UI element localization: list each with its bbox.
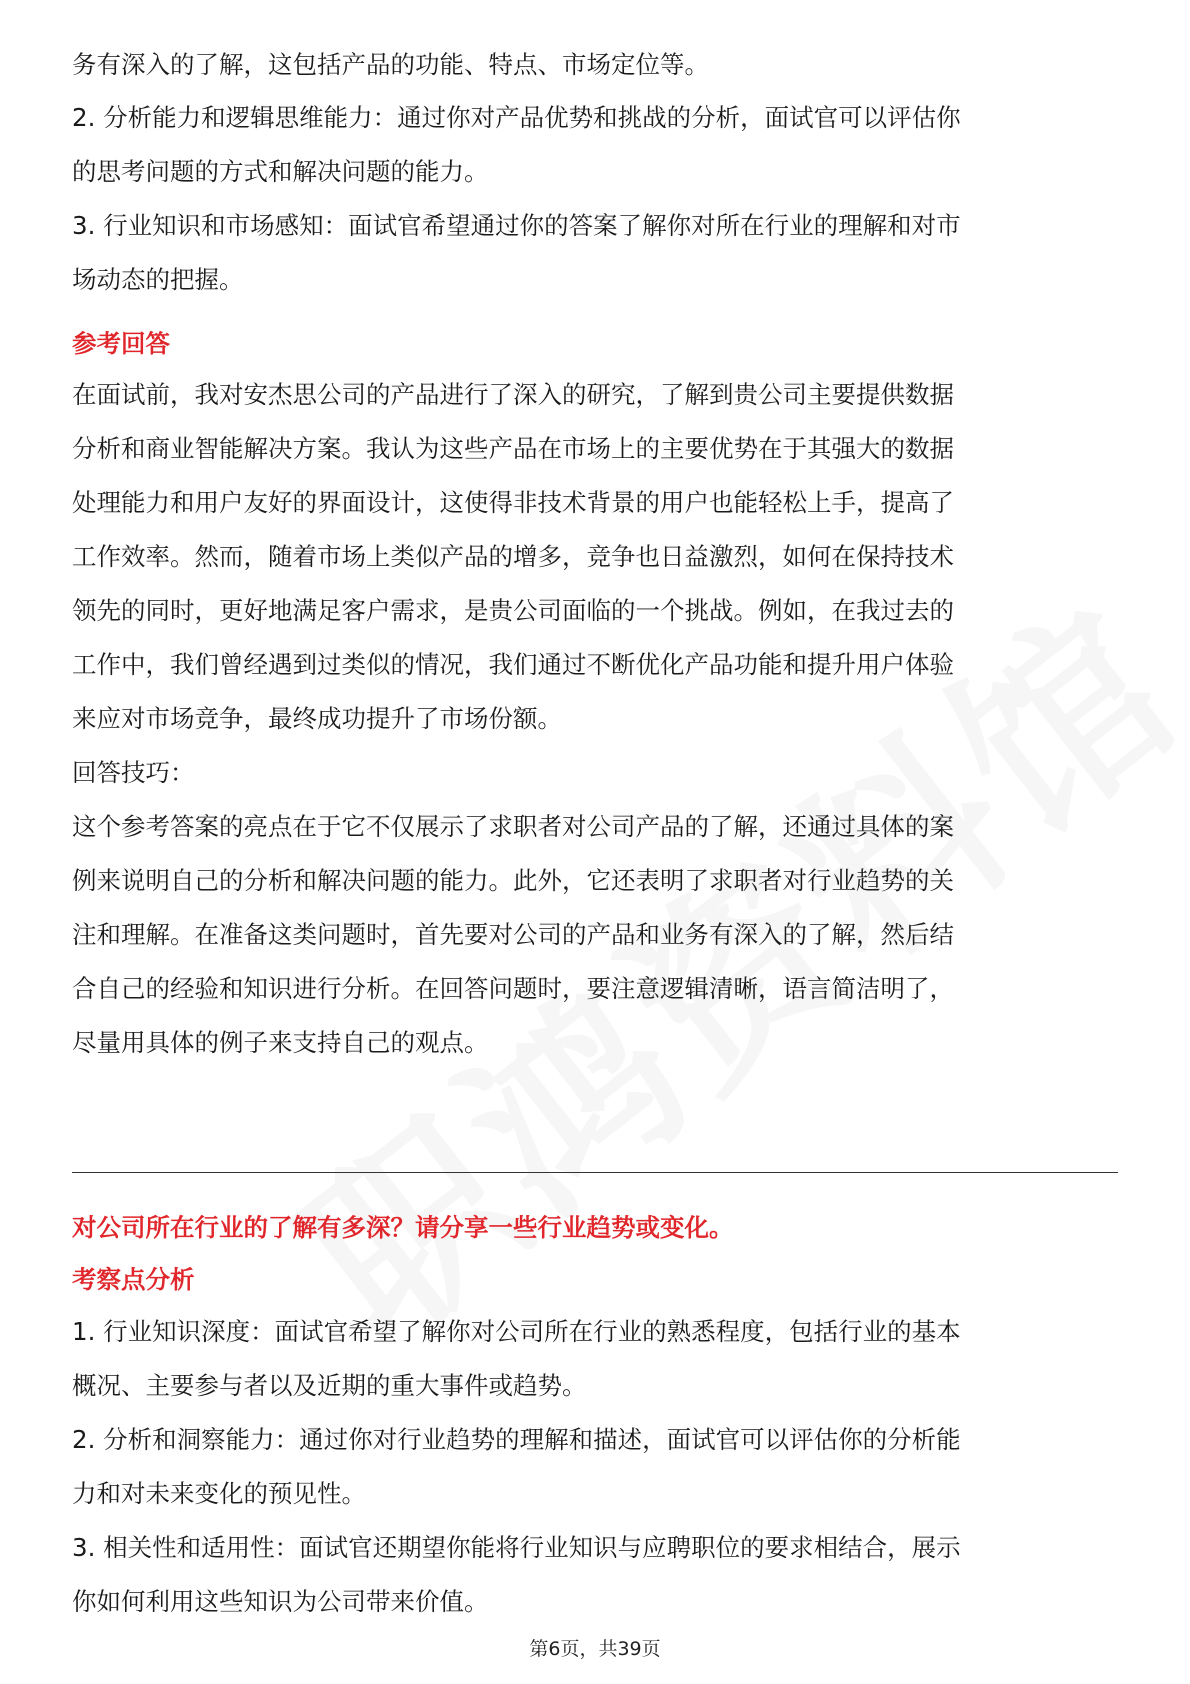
body-line: 3. 行业知识和市场感知：面试官希望通过你的答案了解你对所在行业的理解和对市 [72,211,961,240]
tips-line: 尽量用具体的例子来支持自己的观点。 [72,1028,489,1057]
answer-line: 处理能力和用户友好的界面设计，这使得非技术背景的用户也能轻松上手，提高了 [72,488,954,517]
analysis-line: 1. 行业知识深度：面试官希望了解你对公司所在行业的熟悉程度，包括行业的基本 [72,1317,961,1346]
analysis-line: 2. 分析和洞察能力：通过你对行业趋势的理解和描述，面试官可以评估你的分析能 [72,1425,961,1454]
body-line: 场动态的把握。 [72,265,244,294]
analysis-line: 3. 相关性和适用性：面试官还期望你能将行业知识与应聘职位的要求相结合，展示 [72,1533,961,1562]
answer-line: 领先的同时，更好地满足客户需求，是贵公司面临的一个挑战。例如，在我过去的 [72,596,954,625]
tips-line: 这个参考答案的亮点在于它不仅展示了求职者对公司产品的了解，还通过具体的案 [72,812,954,841]
tips-line: 合自己的经验和知识进行分析。在回答问题时，要注意逻辑清晰，语言简洁明了， [72,974,954,1003]
tips-line: 注和理解。在准备这类问题时，首先要对公司的产品和业务有深入的了解，然后结 [72,920,954,949]
answer-line: 分析和商业智能解决方案。我认为这些产品在市场上的主要优势在于其强大的数据 [72,434,954,463]
body-line: 务有深入的了解，这包括产品的功能、特点、市场定位等。 [72,50,709,79]
analysis-line: 概况、主要参与者以及近期的重大事件或趋势。 [72,1371,587,1400]
analysis-line: 你如何利用这些知识为公司带来价值。 [72,1587,489,1616]
answer-line: 来应对市场竞争，最终成功提升了市场份额。 [72,704,562,733]
tips-label: 回答技巧： [72,758,195,787]
question-title: 对公司所在行业的了解有多深？请分享一些行业趋势或变化。 [72,1213,734,1242]
reference-answer-heading: 参考回答 [72,329,170,358]
answer-line: 工作中，我们曾经遇到过类似的情况，我们通过不断优化产品功能和提升用户体验 [72,650,954,679]
analysis-heading: 考察点分析 [72,1265,195,1294]
section-divider [72,1172,1118,1173]
page-number: 第6页，共39页 [529,1638,661,1660]
analysis-line: 力和对未来变化的预见性。 [72,1479,366,1508]
tips-line: 例来说明自己的分析和解决问题的能力。此外，它还表明了求职者对行业趋势的关 [72,866,954,895]
body-line: 的思考问题的方式和解决问题的能力。 [72,157,489,186]
body-line: 2. 分析能力和逻辑思维能力：通过你对产品优势和挑战的分析，面试官可以评估你 [72,103,961,132]
answer-line: 工作效率。然而，随着市场上类似产品的增多，竞争也日益激烈，如何在保持技术 [72,542,954,571]
answer-line: 在面试前，我对安杰思公司的产品进行了深入的研究，了解到贵公司主要提供数据 [72,380,954,409]
